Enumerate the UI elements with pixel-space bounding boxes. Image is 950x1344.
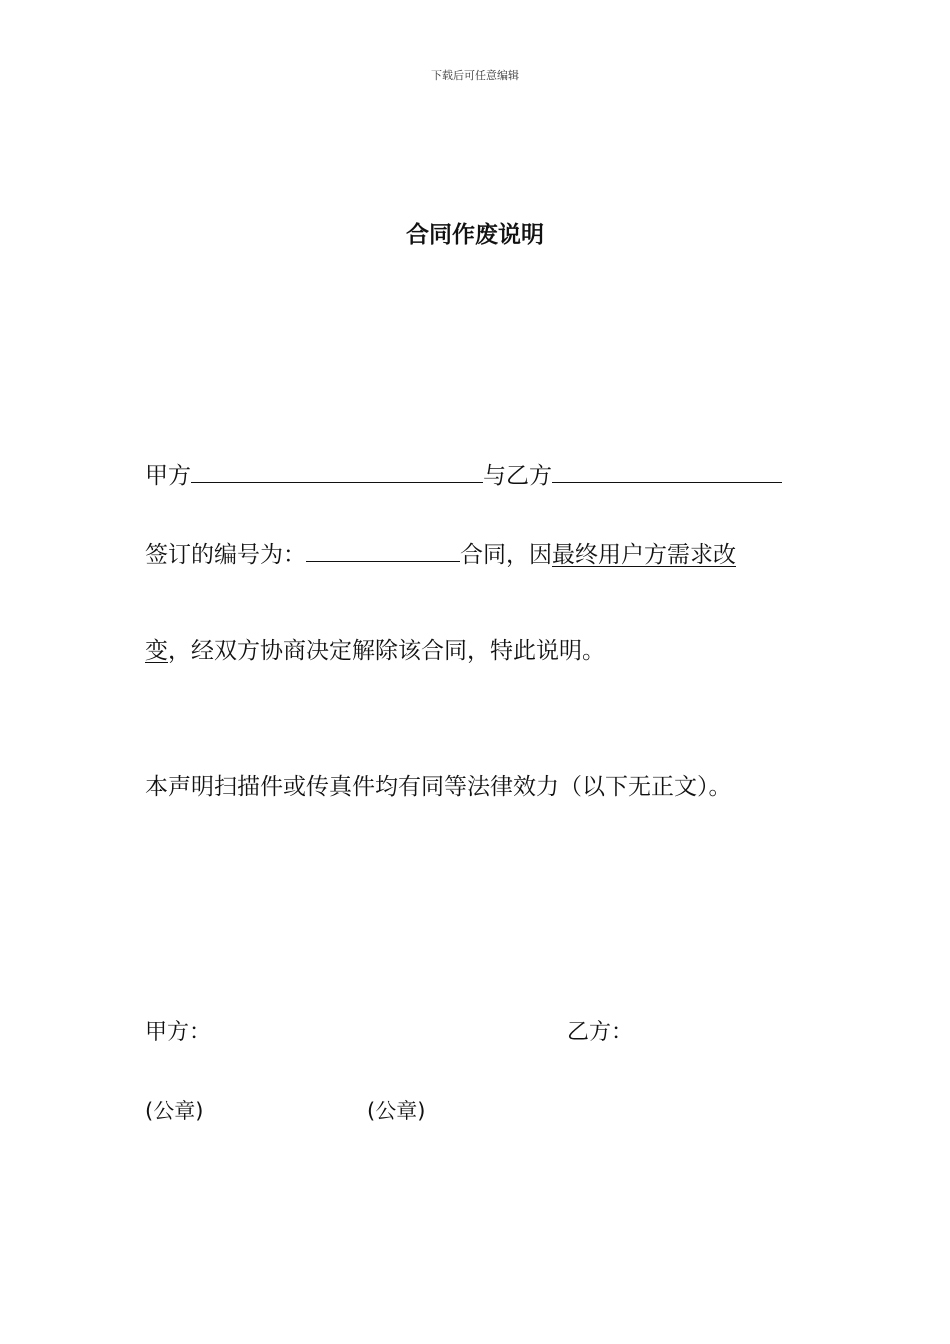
seal-party-a: (公章) xyxy=(145,1099,204,1123)
contract-number-prefix: 签订的编号为： xyxy=(145,542,306,568)
party-b-label: 与乙方 xyxy=(483,463,552,489)
header-note: 下载后可任意编辑 xyxy=(431,69,519,82)
signature-party-a: 甲方： xyxy=(145,1020,212,1045)
validity-statement: 本声明扫描件或传真件均有同等法律效力（以下无正文）。 xyxy=(145,774,732,800)
document-title: 合同作废说明 xyxy=(406,222,544,248)
contract-number-blank xyxy=(306,537,460,562)
seal-party-b: (公章) xyxy=(367,1099,426,1123)
party-a-label: 甲方 xyxy=(145,463,191,489)
reason-line xyxy=(145,636,605,666)
reason-rest: ，经双方协商决定解除该合同，特此说明。 xyxy=(168,638,605,664)
contract-text: 合同，因 xyxy=(460,542,552,568)
parties-line xyxy=(145,458,782,491)
party-b-blank xyxy=(552,458,782,483)
signature-party-b: 乙方： xyxy=(567,1020,634,1045)
reason-underlined: 最终用户方需求改 xyxy=(552,542,736,568)
reason-underlined-end: 变 xyxy=(145,638,168,664)
party-a-blank xyxy=(191,458,483,483)
contract-number-line xyxy=(145,537,736,570)
